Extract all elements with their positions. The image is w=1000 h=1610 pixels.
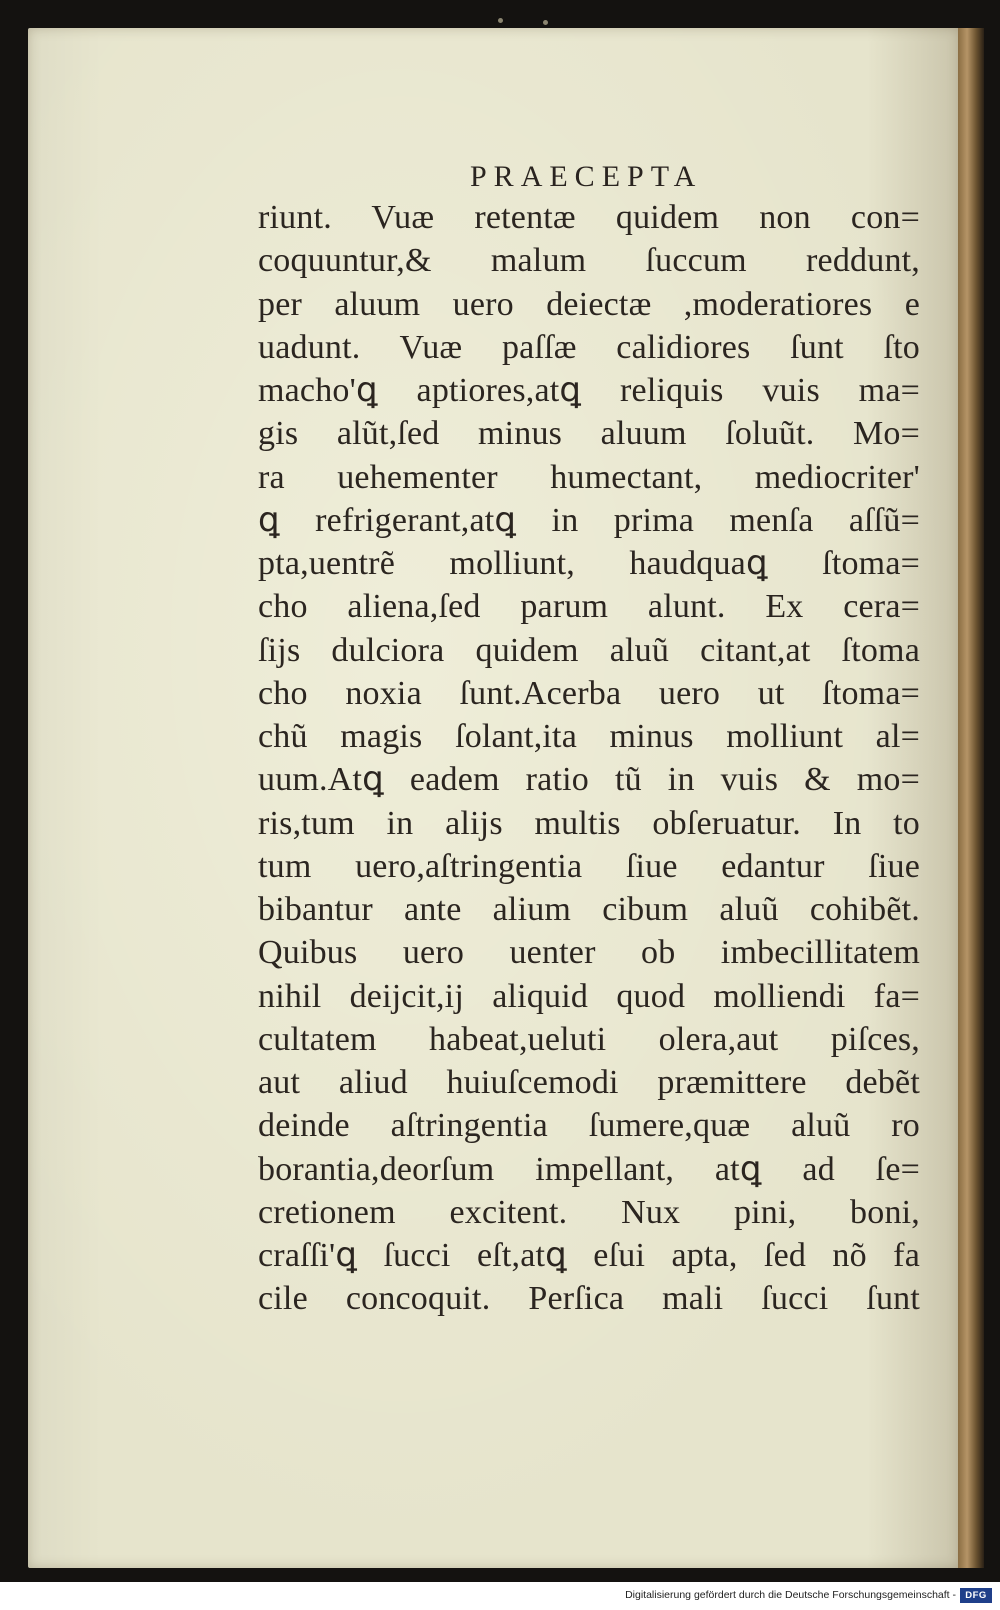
text-line: coquuntur,& malum ſuccum reddunt, (258, 242, 920, 280)
text-line: uum.Atꝗ eadem ratio tũ in vuis & mo= (258, 761, 920, 799)
text-line: macho'ꝗ aptiores,atꝗ reliquis vuis ma= (258, 372, 920, 409)
text-line: cho noxia ſunt.Acerba uero ut ſtoma= (258, 674, 920, 712)
text-line: ra uehementer humectant, mediocriter' (258, 458, 920, 496)
text-line: ris,tum in alijs multis obſeruatur. In to (258, 804, 920, 842)
text-line: pta,uentrẽ molliunt, haudquaꝗ ſtoma= (258, 545, 920, 582)
text-line: borantia,deorſum impellant, atꝗ ad ſe= (258, 1150, 920, 1188)
text-line: ꝗ refrigerant,atꝗ in prima menſa aſſũ= (258, 501, 920, 539)
text-line: ſijs dulciora quidem aluũ citant,at ſtoma (258, 631, 920, 669)
text-line: nihil deijcit,ij aliquid quod molliendi fa= (258, 977, 920, 1015)
text-line: deinde aſtringentia ſumere,quæ aluũ ro (258, 1107, 920, 1145)
page-edge (958, 28, 984, 1568)
ink-speck (543, 20, 548, 25)
text-line: cho aliena,ſed parum alunt. Ex cera= (258, 588, 920, 626)
text-line: bibantur ante alium cibum aluũ cohibẽt. (258, 891, 920, 928)
text-line: cultatem habeat,ueluti olera,aut piſces, (258, 1020, 920, 1058)
text-line: per aluum uero deiectæ ,moderatiores e (258, 285, 920, 323)
running-head: PRAECEPTA (470, 160, 703, 193)
footer-bar (0, 1582, 1000, 1610)
dfg-logo[interactable]: DFG (960, 1588, 992, 1603)
text-line: cretionem excitent. Nux pini, boni, (258, 1193, 920, 1231)
text-line: craſſi'ꝗ ſucci eſt,atꝗ eſui apta, ſed nõ fa (258, 1237, 920, 1274)
text-line: aut aliud huiuſcemodi præmittere debẽt (258, 1064, 920, 1101)
text-line: uadunt. Vuæ paſſæ calidiores ſunt ſto (258, 328, 920, 366)
text-line: chũ magis ſolant,ita minus molliunt al= (258, 718, 920, 755)
text-line: riunt. Vuæ retentæ quidem non con= (258, 199, 920, 236)
text-line: gis alũt,ſed minus aluum ſoluũt. Mo= (258, 415, 920, 453)
text-line: Quibus uero uenter ob imbecillitatem (258, 934, 920, 972)
digitization-credit: Digitalisierung gefördert durch die Deutsche Forschungsgemeinschaft - (625, 1589, 956, 1601)
text-line: tum uero,aſtringentia ſiue edantur ſiue (258, 847, 920, 885)
text-line: cile concoquit. Perſica mali ſucci ſunt (258, 1280, 920, 1318)
ink-speck (498, 18, 503, 23)
text-block (258, 196, 920, 1321)
